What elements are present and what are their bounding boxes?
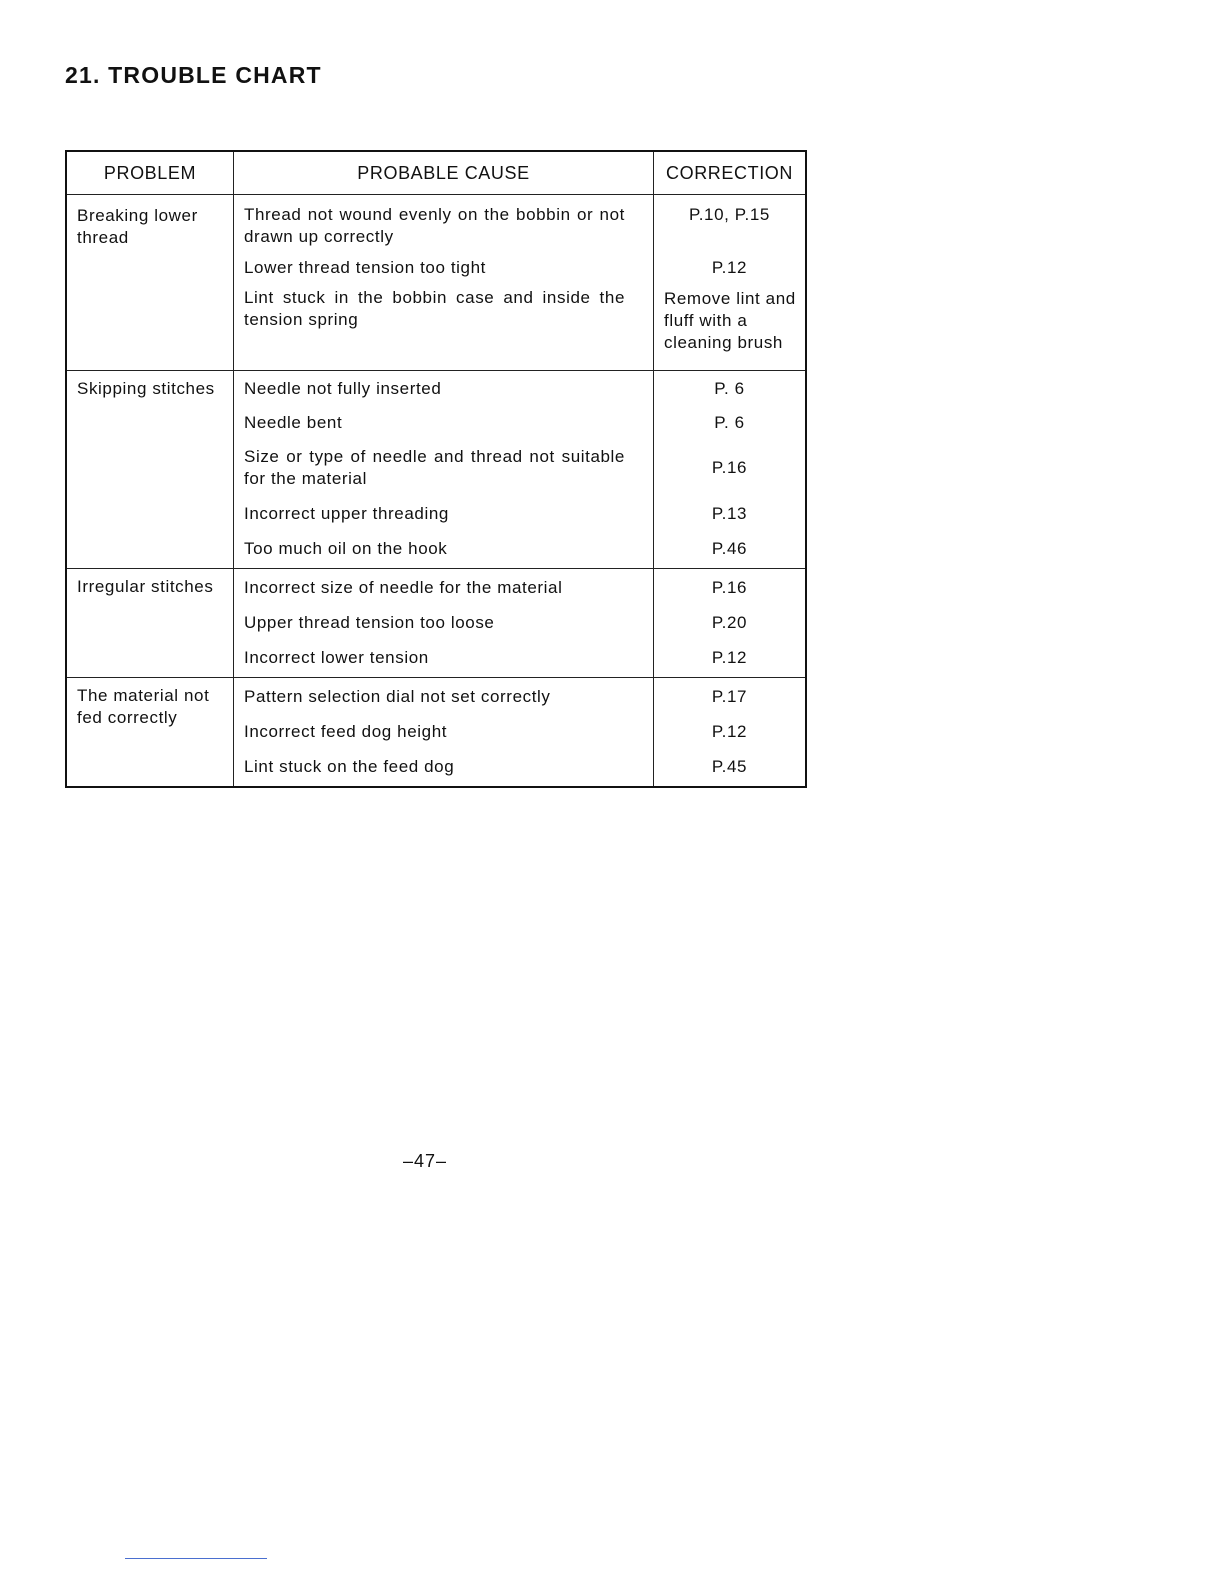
cause-cell: Lint stuck in the bobbin case and inside the tension spring bbox=[234, 284, 654, 370]
cause-cell: Size or type of needle and thread not suitable for the material bbox=[234, 439, 654, 497]
cause-cell: Needle not fully inserted bbox=[234, 371, 654, 407]
table-row bbox=[234, 439, 805, 497]
problem-group-irregular-stitches bbox=[67, 569, 805, 678]
correction-cell: P. 6 bbox=[714, 413, 745, 432]
page-title: 21. TROUBLE CHART bbox=[65, 62, 322, 88]
correction-cell: P.45 bbox=[711, 757, 748, 776]
page-number: –47– bbox=[402, 1151, 448, 1171]
correction-cell: P.12 bbox=[711, 648, 748, 667]
problem-cell: Skipping stitches bbox=[67, 371, 234, 568]
table-header-row bbox=[67, 152, 805, 195]
table-row bbox=[234, 715, 805, 748]
table-row bbox=[234, 569, 805, 606]
correction-cell: P.16 bbox=[711, 458, 748, 477]
table-row bbox=[234, 530, 805, 568]
problem-cell: Irregular stitches bbox=[67, 569, 234, 677]
cause-cell: Lower thread tension too tight bbox=[234, 251, 654, 284]
table-row bbox=[234, 407, 805, 439]
cause-cell: Incorrect lower tension bbox=[234, 639, 654, 677]
problem-cell: The material not fed correctly bbox=[67, 678, 234, 786]
table-row bbox=[234, 371, 805, 407]
table-row bbox=[234, 195, 805, 251]
table-row bbox=[234, 678, 805, 715]
correction-cell: P.13 bbox=[711, 503, 748, 523]
correction-cell: P.12 bbox=[711, 257, 748, 277]
problem-cell: Breaking lower thread bbox=[67, 195, 234, 370]
correction-cell: P.20 bbox=[711, 612, 748, 632]
cause-cell: Upper thread tension too loose bbox=[234, 606, 654, 639]
correction-cell: P.16 bbox=[711, 577, 748, 597]
cause-cell: Needle bent bbox=[234, 407, 654, 439]
cause-cell: Incorrect size of needle for the material bbox=[234, 569, 654, 606]
correction-cell: P. 6 bbox=[714, 379, 745, 398]
header-problem: PROBLEM bbox=[67, 152, 234, 194]
cause-cell: Too much oil on the hook bbox=[234, 530, 654, 568]
correction-cell: Remove lint and fluff with a cleaning brush bbox=[664, 289, 796, 352]
header-correction: CORRECTION bbox=[666, 162, 793, 183]
cause-cell: Thread not wound evenly on the bobbin or not drawn up correctly bbox=[234, 195, 654, 251]
problem-group-skipping-stitches bbox=[67, 371, 805, 569]
cause-cell: Incorrect upper threading bbox=[234, 497, 654, 530]
table-row bbox=[234, 284, 805, 370]
table-row bbox=[234, 251, 805, 284]
cause-cell: Pattern selection dial not set correctly bbox=[234, 678, 654, 715]
correction-cell: P.17 bbox=[711, 686, 748, 706]
table-row bbox=[234, 748, 805, 786]
cause-cell: Lint stuck on the feed dog bbox=[234, 748, 654, 786]
table-row bbox=[234, 497, 805, 530]
cause-cell: Incorrect feed dog height bbox=[234, 715, 654, 748]
problem-group-breaking-lower-thread bbox=[67, 195, 805, 371]
table-row bbox=[234, 606, 805, 639]
trouble-chart-table bbox=[65, 150, 807, 788]
problem-group-material-not-fed bbox=[67, 678, 805, 786]
correction-cell: P.12 bbox=[711, 721, 748, 741]
correction-cell: P.46 bbox=[711, 539, 748, 558]
header-probable-cause: PROBABLE CAUSE bbox=[234, 152, 654, 194]
bottom-rule bbox=[125, 1558, 267, 1559]
correction-cell: P.10, P.15 bbox=[688, 205, 770, 224]
table-row bbox=[234, 639, 805, 677]
